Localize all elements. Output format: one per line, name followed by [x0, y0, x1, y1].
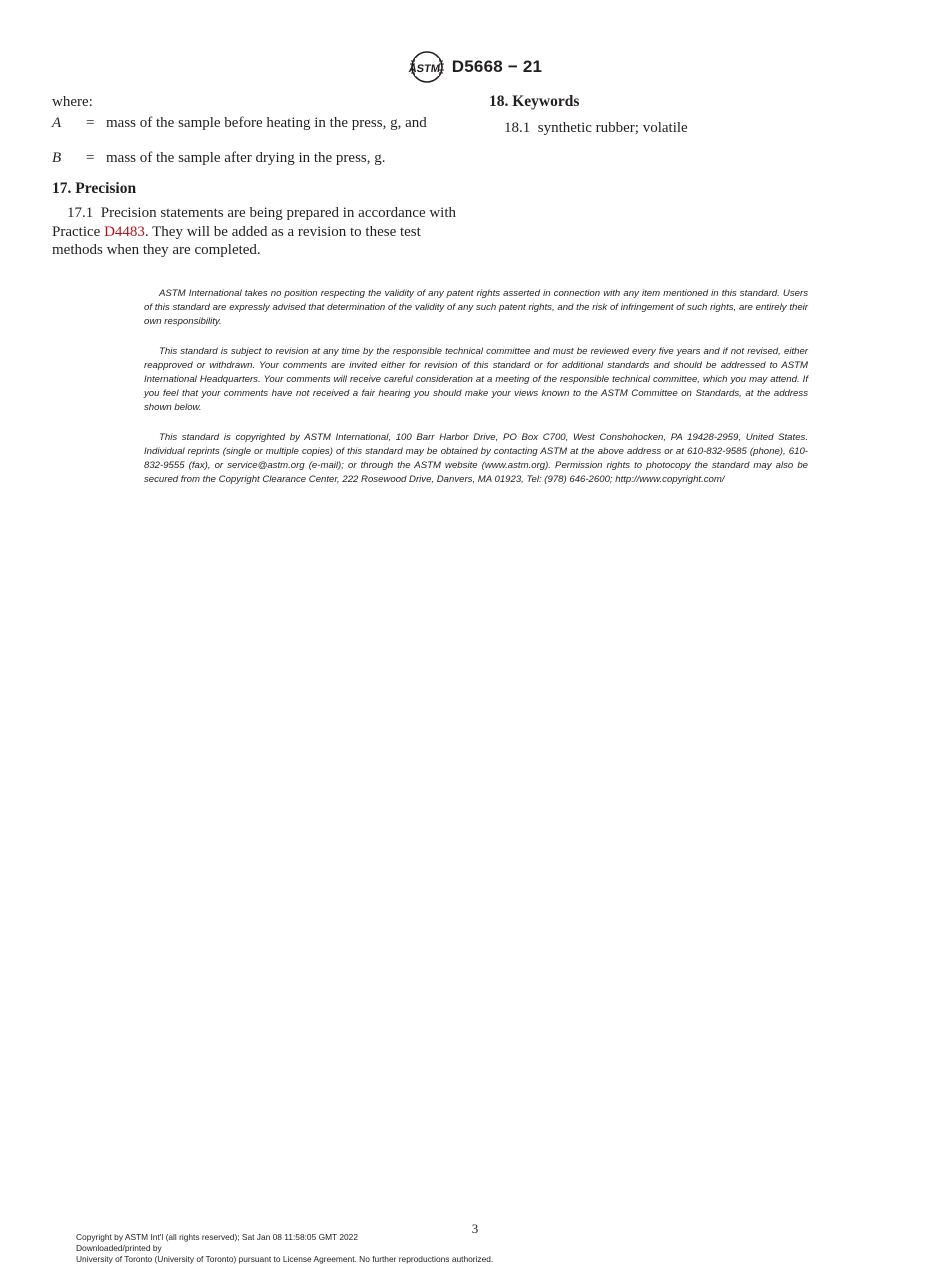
- right-column: [489, 93, 819, 137]
- astm-logo-icon: [408, 50, 446, 84]
- left-column: [52, 93, 462, 260]
- variable-symbol: B: [52, 150, 62, 166]
- standard-designation: D5668 − 21: [451, 57, 543, 76]
- page-header: [0, 50, 950, 84]
- variable-definition: [52, 149, 462, 168]
- legal-notices: [144, 287, 808, 504]
- paragraph-text-continued: . They will be added as a revision to these test methods when they are completed.: [52, 223, 421, 258]
- footer-copyright-line: Copyright by ASTM Int'l (all rights reserved); Sat Jan 08 11:58:05 GMT 2022: [76, 1232, 358, 1242]
- equals-sign: =: [86, 150, 95, 166]
- keywords-paragraph: [489, 119, 819, 138]
- patent-notice: ASTM International takes no position respecting the validity of any patent rights asserted in connection with any item mentioned in this standard. Users of this standard are expressly advised that determination of the validity of any such patent rights, and the risk of infringement of such rights, are entirely their own responsibility.: [144, 288, 808, 327]
- paragraph-text: Precision statements are being prepared in accordance with Practice: [52, 205, 457, 240]
- variable-description: mass of the sample after drying in the press, g.: [106, 150, 386, 166]
- keywords-text: synthetic rubber; volatile: [537, 119, 688, 136]
- practice-link-d4483[interactable]: D4483: [104, 223, 145, 240]
- paragraph-number: 17.1: [67, 205, 94, 221]
- paragraph-number: 18.1: [504, 119, 531, 136]
- footer-downloaded-line: Downloaded/printed by: [76, 1243, 162, 1254]
- revision-notice: This standard is subject to revision at any time by the responsible technical committee and must be reviewed every five years and if not revised, either reapproved or withdrawn. Your comments are invited either for revision of this standard or for additional standards and should be addressed to ASTM International Headquarters. Your comments will receive careful consideration at a meeting of the responsible technical committee, which you may attend. If you feel that your comments have not received a fair hearing you should make your views known to the ASTM Committee on Standards, at the address shown below.: [144, 346, 808, 413]
- download-footer: [76, 1232, 493, 1266]
- equals-sign: =: [86, 114, 95, 131]
- variable-definition: [52, 114, 462, 133]
- section-heading-keywords: 18. Keywords: [489, 93, 580, 110]
- svg-text:ASTM: ASTM: [407, 63, 441, 75]
- where-label: where:: [52, 94, 93, 110]
- footer-license-line: University of Toronto (University of Toronto) pursuant to License Agreement. No further reproductions authorized.: [76, 1254, 494, 1265]
- variable-symbol: A: [52, 114, 62, 131]
- variable-description: mass of the sample before heating in the press, g, and: [106, 114, 427, 131]
- copyright-notice: This standard is copyrighted by ASTM International, 100 Barr Harbor Drive, PO Box C700, West Conshohocken, PA 19428-2959, United States. Individual reprints (single or multiple copies) of this standard may be obtained by contacting ASTM at the above address or at 610-832-9585 (phone), 610-832-9555 (fax), or service@astm.org (e-mail); or through the ASTM website (www.astm.org). Permission rights to photocopy the standard may also be secured from the Copyright Clearance Center, 222 Rosewood Drive, Danvers, MA 01923, Tel: (978) 646-2600; http://www.copyright.com/: [144, 432, 808, 485]
- precision-paragraph: [52, 204, 462, 260]
- page-number: 3: [471, 1221, 479, 1236]
- section-heading-precision: 17. Precision: [52, 179, 137, 197]
